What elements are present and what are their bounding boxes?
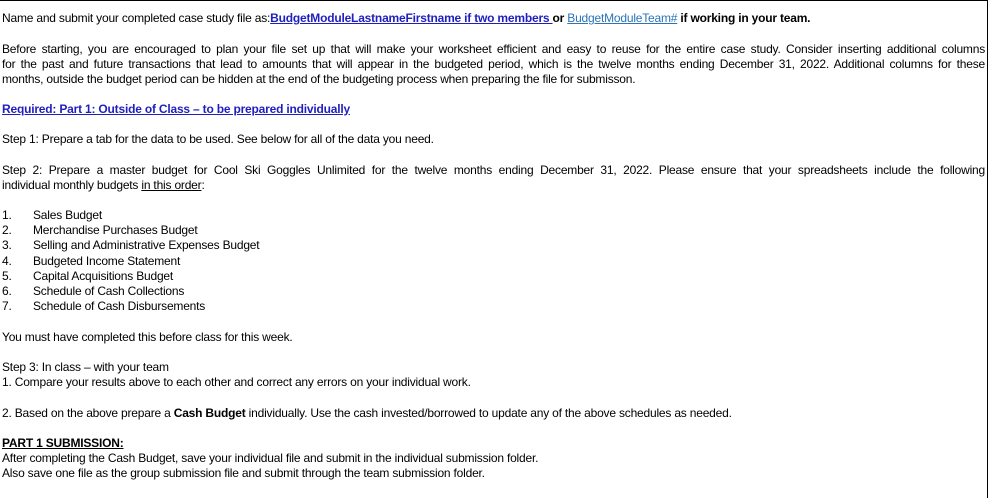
submission-line-2: Also save one file as the group submission file and submit through the team submission folder.: [2, 466, 485, 480]
in-this-order-text: in this order: [141, 178, 202, 192]
list-label: Sales Budget: [33, 208, 102, 222]
list-number: 7.: [2, 299, 12, 313]
list-number: 4.: [2, 254, 12, 268]
before-starting-line-3: months, outside the budget period can be hidden at the end of the budgeting process when preparing the file for submisson.: [2, 72, 636, 86]
step2-line-1: Step 2: Prepare a master budget for Cool Ski Goggles Unlimited for the twelve months ending December 31, 2022. Please ensure that your spreadsheets include the following: [2, 163, 985, 177]
list-label: Merchandise Purchases Budget: [33, 223, 198, 237]
step3-item2-prefix: 2. Based on the above prepare a: [2, 406, 174, 420]
list-item: [2, 299, 205, 314]
before-starting-line-2: for the past and future transactions that lead to amounts that will appear in the budgeted period, which is the twelve months ending December 31, 2022. Additional columns for these: [2, 57, 985, 71]
step2-line2-suffix: :: [201, 178, 205, 192]
step3-item2-suffix: individually. Use the cash invested/borrowed to update any of the above schedules as needed.: [245, 406, 732, 420]
list-number: 1.: [2, 208, 12, 222]
list-item: [2, 208, 102, 223]
list-item: [2, 254, 180, 269]
intro-prefix: Name and submit your completed case study file as:: [2, 11, 271, 25]
list-number: 2.: [2, 223, 12, 237]
step2-line2-prefix: individual monthly budgets: [2, 178, 142, 192]
intro-suffix: if working in your team.: [677, 11, 811, 25]
file-name-team-link[interactable]: BudgetModuleTeam#: [567, 11, 678, 25]
part1-submission-heading: PART 1 SUBMISSION:: [2, 436, 124, 450]
list-number: 3.: [2, 238, 12, 252]
file-name-two-members-link[interactable]: BudgetModuleLastnameFirstname if two members: [270, 11, 553, 25]
list-item: [2, 223, 198, 238]
intro-or: or: [552, 11, 568, 25]
list-label: Selling and Administrative Expenses Budget: [33, 238, 260, 252]
list-label: Budgeted Income Statement: [33, 254, 181, 268]
list-label: Schedule of Cash Collections: [33, 284, 185, 298]
required-part1-heading: Required: Part 1: Outside of Class – to be prepared individually: [2, 102, 350, 116]
list-label: Schedule of Cash Disbursements: [33, 299, 206, 313]
list-item: [2, 284, 184, 299]
step3-item-1: 1. Compare your results above to each other and correct any errors on your individual work.: [2, 375, 471, 389]
list-item: [2, 269, 173, 284]
step3-heading: Step 3: In class – with your team: [2, 360, 169, 374]
list-label: Capital Acquisitions Budget: [33, 269, 174, 283]
list-number: 6.: [2, 284, 12, 298]
step2-line-2: [2, 178, 205, 193]
cash-budget-text: Cash Budget: [173, 406, 246, 420]
step1-text: Step 1: Prepare a tab for the data to be used. See below for all of the data you need.: [2, 132, 434, 146]
before-class-note: You must have completed this before class for this week.: [2, 330, 293, 344]
top-border: [0, 0, 988, 1]
submission-line-1: After completing the Cash Budget, save your individual file and submit in the individual submission folder.: [2, 451, 539, 465]
list-item: [2, 238, 259, 253]
before-starting-line-1: Before starting, you are encouraged to plan your file set up that will make your worksheet efficient and easy to reuse for the entire case study. Consider inserting additional columns: [2, 42, 985, 56]
step3-item-2: [2, 406, 732, 421]
list-number: 5.: [2, 269, 12, 283]
submission-name-instruction: [2, 11, 810, 26]
